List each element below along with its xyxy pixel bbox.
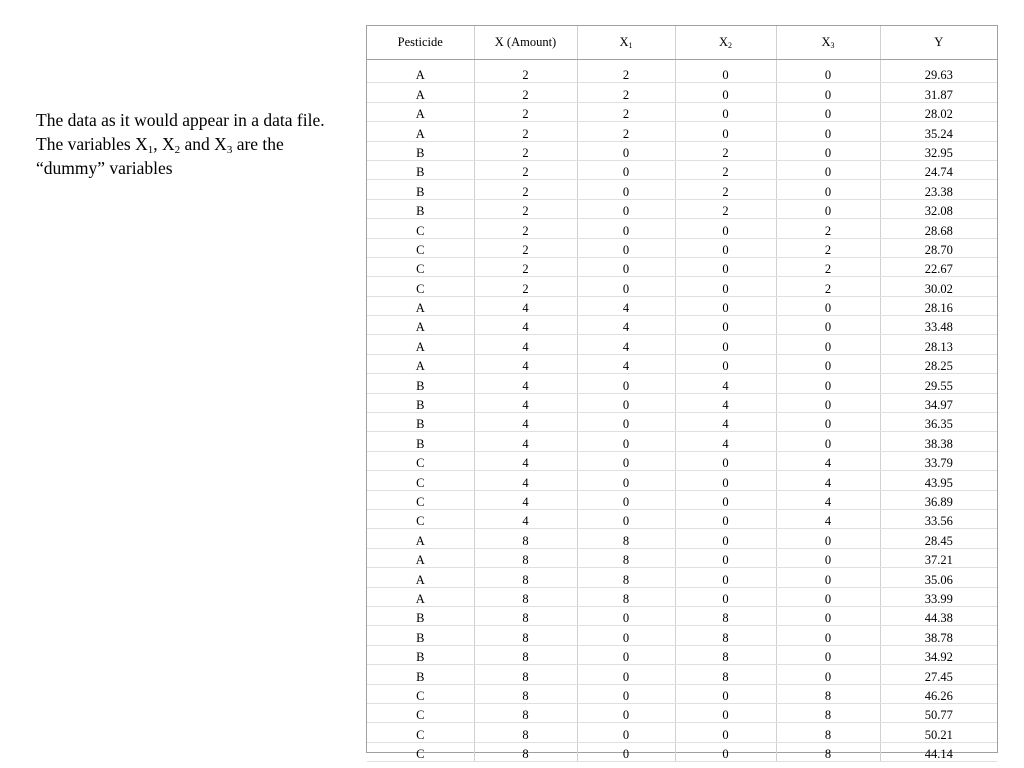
table-row (367, 432, 997, 451)
header-x2-base: X (718, 35, 729, 49)
x-amount-cell: 4 (474, 393, 577, 412)
x1-cell: 0 (577, 684, 675, 703)
data-table (367, 26, 997, 762)
table-header-row (367, 26, 997, 60)
table-row (367, 529, 997, 548)
x2-cell: 8 (675, 626, 776, 645)
pesticide-cell: A (367, 83, 474, 102)
x-amount-cell: 2 (474, 83, 577, 102)
y-cell: 36.35 (880, 413, 997, 432)
pesticide-cell: B (367, 199, 474, 218)
y-cell: 28.02 (880, 102, 997, 121)
x1-cell: 0 (577, 160, 675, 179)
x3-cell: 0 (776, 374, 880, 393)
y-cell: 34.97 (880, 393, 997, 412)
y-cell: 28.68 (880, 219, 997, 238)
pesticide-cell: C (367, 703, 474, 722)
table-row (367, 451, 997, 470)
table-row (367, 199, 997, 218)
x2-cell: 0 (675, 742, 776, 761)
x-amount-cell: 8 (474, 529, 577, 548)
x-amount-cell: 8 (474, 665, 577, 684)
caption-sub-1: 1 (147, 144, 154, 156)
header-x1-sub: 1 (628, 41, 633, 50)
y-cell: 33.79 (880, 451, 997, 470)
header-x3-base: X (821, 35, 831, 49)
pesticide-cell: C (367, 509, 474, 528)
pesticide-cell: B (367, 606, 474, 625)
x2-cell: 0 (675, 587, 776, 606)
x3-cell: 0 (776, 568, 880, 587)
table-row (367, 64, 997, 83)
x1-cell: 0 (577, 257, 675, 276)
caption-line-2-prefix: The variables X (36, 134, 148, 154)
table-row (367, 335, 997, 354)
table-row (367, 703, 997, 722)
x3-cell: 4 (776, 451, 880, 470)
pesticide-cell: A (367, 335, 474, 354)
table-row (367, 665, 997, 684)
x2-cell: 0 (675, 257, 776, 276)
y-cell: 29.63 (880, 64, 997, 83)
x2-cell: 0 (675, 509, 776, 528)
x3-cell: 0 (776, 316, 880, 335)
y-cell: 43.95 (880, 471, 997, 490)
pesticide-cell: C (367, 684, 474, 703)
caption-sep-1: , X (153, 134, 175, 154)
x3-cell: 0 (776, 335, 880, 354)
x2-cell: 4 (675, 393, 776, 412)
y-cell: 33.56 (880, 509, 997, 528)
y-cell: 28.70 (880, 238, 997, 257)
x-amount-cell: 2 (474, 257, 577, 276)
x3-cell: 4 (776, 490, 880, 509)
table-row (367, 257, 997, 276)
x1-cell: 0 (577, 374, 675, 393)
pesticide-cell: B (367, 432, 474, 451)
x2-cell: 0 (675, 277, 776, 296)
x3-cell: 0 (776, 199, 880, 218)
x1-cell: 0 (577, 277, 675, 296)
x2-cell: 2 (675, 180, 776, 199)
table-row (367, 102, 997, 121)
x-amount-cell: 8 (474, 568, 577, 587)
x2-cell: 4 (675, 374, 776, 393)
y-cell: 46.26 (880, 684, 997, 703)
x-amount-cell: 8 (474, 645, 577, 664)
x1-cell: 0 (577, 199, 675, 218)
x-amount-cell: 4 (474, 316, 577, 335)
x2-cell: 2 (675, 199, 776, 218)
y-cell: 28.25 (880, 354, 997, 373)
pesticide-cell: B (367, 665, 474, 684)
y-cell: 32.95 (880, 141, 997, 160)
pesticide-cell: B (367, 141, 474, 160)
x3-cell: 0 (776, 548, 880, 567)
x1-cell: 0 (577, 393, 675, 412)
x3-cell: 2 (776, 257, 880, 276)
x-amount-cell: 4 (474, 354, 577, 373)
table-row (367, 238, 997, 257)
x2-cell: 0 (675, 238, 776, 257)
x1-cell: 0 (577, 626, 675, 645)
table-row (367, 587, 997, 606)
x3-cell: 0 (776, 64, 880, 83)
x2-cell: 8 (675, 665, 776, 684)
x2-cell: 0 (675, 296, 776, 315)
pesticide-cell: A (367, 122, 474, 141)
table-body (367, 60, 997, 762)
x3-cell: 8 (776, 684, 880, 703)
x-amount-cell: 2 (474, 199, 577, 218)
x3-cell: 0 (776, 529, 880, 548)
y-cell: 23.38 (880, 180, 997, 199)
pesticide-cell: C (367, 490, 474, 509)
y-cell: 32.08 (880, 199, 997, 218)
y-cell: 28.16 (880, 296, 997, 315)
x1-cell: 4 (577, 296, 675, 315)
y-cell: 27.45 (880, 665, 997, 684)
table-row (367, 219, 997, 238)
pesticide-cell: A (367, 548, 474, 567)
pesticide-cell: B (367, 180, 474, 199)
x1-cell: 0 (577, 509, 675, 528)
x2-cell: 2 (675, 141, 776, 160)
y-cell: 37.21 (880, 548, 997, 567)
y-cell: 44.38 (880, 606, 997, 625)
x-amount-cell: 2 (474, 102, 577, 121)
table-row (367, 568, 997, 587)
x-amount-cell: 8 (474, 703, 577, 722)
x-amount-cell: 2 (474, 180, 577, 199)
x3-cell: 0 (776, 83, 880, 102)
pesticide-cell: A (367, 296, 474, 315)
x2-cell: 0 (675, 451, 776, 470)
caption-sub-3: 3 (226, 144, 233, 156)
header-x3-sub: 3 (830, 41, 835, 50)
x2-cell: 2 (675, 160, 776, 179)
x-amount-cell: 2 (474, 141, 577, 160)
table-row (367, 606, 997, 625)
table-row (367, 490, 997, 509)
x1-cell: 0 (577, 413, 675, 432)
x1-cell: 2 (577, 102, 675, 121)
x3-cell: 0 (776, 102, 880, 121)
pesticide-cell: B (367, 393, 474, 412)
y-cell: 38.38 (880, 432, 997, 451)
x3-cell: 0 (776, 606, 880, 625)
header-x2-sub: 2 (728, 41, 733, 50)
x2-cell: 0 (675, 219, 776, 238)
x-amount-cell: 8 (474, 606, 577, 625)
table-row (367, 316, 997, 335)
x3-cell: 8 (776, 742, 880, 761)
table-row (367, 509, 997, 528)
x-amount-cell: 4 (474, 335, 577, 354)
x2-cell: 0 (675, 316, 776, 335)
y-cell: 34.92 (880, 645, 997, 664)
x1-cell: 0 (577, 471, 675, 490)
x2-cell: 0 (675, 723, 776, 742)
x2-cell: 4 (675, 432, 776, 451)
x1-cell: 8 (577, 587, 675, 606)
table-row (367, 83, 997, 102)
y-cell: 36.89 (880, 490, 997, 509)
x3-cell: 8 (776, 723, 880, 742)
y-cell: 50.21 (880, 723, 997, 742)
y-cell: 24.74 (880, 160, 997, 179)
table-row (367, 645, 997, 664)
x1-cell: 8 (577, 568, 675, 587)
x2-cell: 0 (675, 471, 776, 490)
x2-cell: 0 (675, 102, 776, 121)
x3-cell: 2 (776, 219, 880, 238)
x3-cell: 0 (776, 665, 880, 684)
pesticide-cell: C (367, 219, 474, 238)
x-amount-cell: 4 (474, 296, 577, 315)
pesticide-cell: A (367, 102, 474, 121)
caption-line-1: The data as it would appear in a data file. (36, 110, 325, 130)
x-amount-cell: 8 (474, 684, 577, 703)
y-cell: 35.24 (880, 122, 997, 141)
table-row (367, 277, 997, 296)
x-amount-cell: 4 (474, 509, 577, 528)
header-x2 (675, 26, 776, 60)
y-cell: 33.99 (880, 587, 997, 606)
pesticide-cell: C (367, 238, 474, 257)
table-row (367, 180, 997, 199)
table-row (367, 413, 997, 432)
y-cell: 33.48 (880, 316, 997, 335)
header-x1 (577, 26, 675, 60)
pesticide-cell: A (367, 587, 474, 606)
table-row (367, 742, 997, 761)
pesticide-cell: B (367, 645, 474, 664)
table-row (367, 626, 997, 645)
pesticide-cell: C (367, 277, 474, 296)
x1-cell: 0 (577, 606, 675, 625)
x1-cell: 4 (577, 316, 675, 335)
table-row (367, 723, 997, 742)
y-cell: 22.67 (880, 257, 997, 276)
table-row (367, 684, 997, 703)
x2-cell: 8 (675, 645, 776, 664)
x3-cell: 0 (776, 393, 880, 412)
table-row (367, 354, 997, 373)
x-amount-cell: 4 (474, 451, 577, 470)
x3-cell: 0 (776, 122, 880, 141)
y-cell: 30.02 (880, 277, 997, 296)
x-amount-cell: 8 (474, 742, 577, 761)
x3-cell: 4 (776, 471, 880, 490)
y-cell: 29.55 (880, 374, 997, 393)
x-amount-cell: 8 (474, 626, 577, 645)
x-amount-cell: 2 (474, 160, 577, 179)
x1-cell: 0 (577, 451, 675, 470)
x-amount-cell: 8 (474, 723, 577, 742)
caption-line-2 (36, 132, 346, 180)
x3-cell: 0 (776, 141, 880, 160)
x-amount-cell: 8 (474, 587, 577, 606)
x-amount-cell: 4 (474, 413, 577, 432)
x3-cell: 0 (776, 160, 880, 179)
x1-cell: 8 (577, 548, 675, 567)
y-cell: 28.13 (880, 335, 997, 354)
pesticide-cell: C (367, 723, 474, 742)
x1-cell: 0 (577, 238, 675, 257)
x2-cell: 0 (675, 568, 776, 587)
y-cell: 35.06 (880, 568, 997, 587)
x3-cell: 0 (776, 587, 880, 606)
pesticide-cell: A (367, 316, 474, 335)
table-row (367, 374, 997, 393)
x2-cell: 0 (675, 684, 776, 703)
x1-cell: 0 (577, 703, 675, 722)
header-x3 (776, 26, 880, 60)
x-amount-cell: 2 (474, 238, 577, 257)
x1-cell: 0 (577, 665, 675, 684)
x2-cell: 0 (675, 490, 776, 509)
x1-cell: 2 (577, 122, 675, 141)
x3-cell: 0 (776, 645, 880, 664)
caption-text (36, 108, 346, 180)
header-x-amount: X (Amount) (474, 26, 577, 60)
table-row (367, 393, 997, 412)
x1-cell: 2 (577, 64, 675, 83)
x3-cell: 4 (776, 509, 880, 528)
table-row (367, 160, 997, 179)
x1-cell: 4 (577, 354, 675, 373)
table-row (367, 548, 997, 567)
header-pesticide: Pesticide (367, 26, 474, 60)
caption-line-2-suffix: are the “dummy” variables (36, 134, 284, 178)
data-table-container (366, 25, 998, 762)
y-cell: 38.78 (880, 626, 997, 645)
x2-cell: 4 (675, 413, 776, 432)
pesticide-cell: C (367, 471, 474, 490)
x1-cell: 0 (577, 645, 675, 664)
table-row (367, 122, 997, 141)
pesticide-cell: B (367, 374, 474, 393)
x3-cell: 0 (776, 413, 880, 432)
x2-cell: 0 (675, 83, 776, 102)
x3-cell: 2 (776, 238, 880, 257)
x2-cell: 0 (675, 64, 776, 83)
x3-cell: 0 (776, 354, 880, 373)
caption-sep-2: and X (180, 134, 227, 154)
x-amount-cell: 2 (474, 219, 577, 238)
y-cell: 44.14 (880, 742, 997, 761)
x2-cell: 0 (675, 354, 776, 373)
pesticide-cell: A (367, 64, 474, 83)
pesticide-cell: A (367, 568, 474, 587)
x2-cell: 8 (675, 606, 776, 625)
pesticide-cell: B (367, 160, 474, 179)
table-row (367, 141, 997, 160)
pesticide-cell: C (367, 451, 474, 470)
x1-cell: 0 (577, 490, 675, 509)
x1-cell: 2 (577, 83, 675, 102)
pesticide-cell: B (367, 413, 474, 432)
x1-cell: 0 (577, 723, 675, 742)
pesticide-cell: B (367, 626, 474, 645)
x-amount-cell: 4 (474, 490, 577, 509)
x1-cell: 0 (577, 219, 675, 238)
pesticide-cell: C (367, 257, 474, 276)
header-y: Y (880, 26, 997, 60)
x-amount-cell: 4 (474, 471, 577, 490)
x-amount-cell: 4 (474, 374, 577, 393)
x1-cell: 8 (577, 529, 675, 548)
y-cell: 50.77 (880, 703, 997, 722)
x3-cell: 0 (776, 626, 880, 645)
x1-cell: 4 (577, 335, 675, 354)
x1-cell: 0 (577, 141, 675, 160)
x2-cell: 0 (675, 703, 776, 722)
x2-cell: 0 (675, 529, 776, 548)
x1-cell: 0 (577, 180, 675, 199)
x3-cell: 0 (776, 296, 880, 315)
x-amount-cell: 2 (474, 122, 577, 141)
pesticide-cell: A (367, 529, 474, 548)
header-x1-base: X (619, 35, 629, 49)
pesticide-cell: C (367, 742, 474, 761)
x-amount-cell: 4 (474, 432, 577, 451)
y-cell: 28.45 (880, 529, 997, 548)
x3-cell: 2 (776, 277, 880, 296)
x1-cell: 0 (577, 432, 675, 451)
x-amount-cell: 2 (474, 64, 577, 83)
x2-cell: 0 (675, 335, 776, 354)
pesticide-cell: A (367, 354, 474, 373)
caption-sub-2: 2 (174, 144, 181, 156)
x3-cell: 0 (776, 180, 880, 199)
x-amount-cell: 2 (474, 277, 577, 296)
y-cell: 31.87 (880, 83, 997, 102)
x2-cell: 0 (675, 548, 776, 567)
x-amount-cell: 8 (474, 548, 577, 567)
table-row (367, 296, 997, 315)
x3-cell: 8 (776, 703, 880, 722)
x1-cell: 0 (577, 742, 675, 761)
table-row (367, 471, 997, 490)
x3-cell: 0 (776, 432, 880, 451)
x2-cell: 0 (675, 122, 776, 141)
